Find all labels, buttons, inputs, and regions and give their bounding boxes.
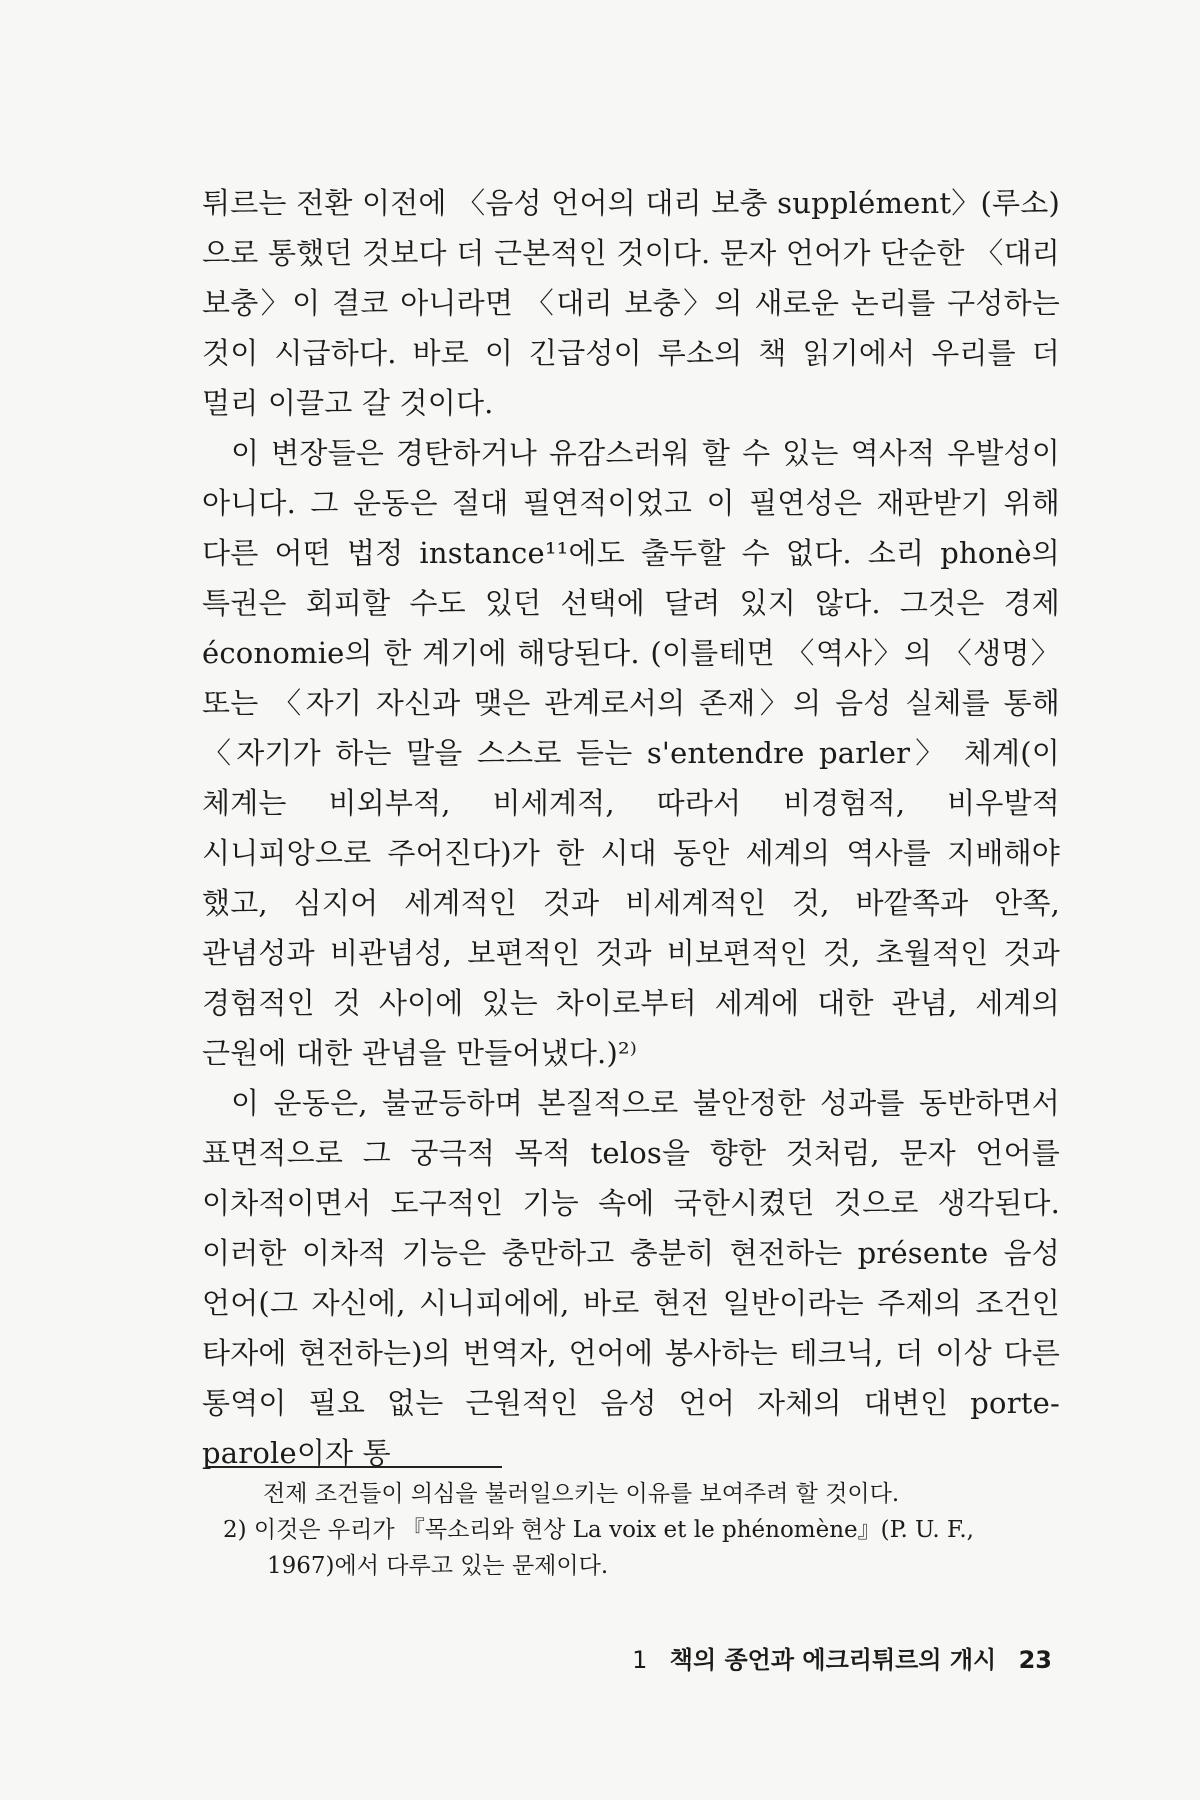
footnotes bbox=[223, 1476, 1083, 1584]
chapter-title: 책의 종언과 에크리튀르의 개시 bbox=[669, 1646, 997, 1674]
footnote-2-continued: 1967)에서 다루고 있는 문제이다. bbox=[267, 1553, 609, 1579]
footnote-continued: 전제 조건들이 의심을 불러일으키는 이유를 보여주려 할 것이다. bbox=[263, 1481, 900, 1507]
footnote-2: 2) 이것은 우리가 『목소리와 현상 La voix et le phénomène』(P. U. F., bbox=[223, 1517, 974, 1543]
paragraph: 이 운동은, 불균등하며 본질적으로 불안정한 성과를 동반하면서 표면적으로 그 궁극적 목적 telos을 향한 것처럼, 문자 언어를 이차적이면서 도구적인 기능 속에 국한시켰던 것으로 생각된다. 이러한 이차적 기능은 충만하고 충분히 현전하는 présente 음성 언어(그 자신에, 시니피에에, 바로 현전 일반이라는 주제의 조건인 타자에 현전하는)의 번역자, 언어에 봉사하는 테크닉, 더 이상 다른 통역이 필요 없는 근원적인 음성 언어 자체의 대변인 porte-parole이자 통 bbox=[202, 1086, 1060, 1470]
page-number: 23 bbox=[1018, 1646, 1052, 1674]
main-text bbox=[202, 178, 1060, 1478]
chapter-number: 1 bbox=[632, 1646, 648, 1674]
paragraph: 이 변장들은 경탄하거나 유감스러워 할 수 있는 역사적 우발성이 아니다. 그 운동은 절대 필연적이었고 이 필연성은 재판받기 위해 다른 어떤 법정 instance¹¹에도 출두할 수 없다. 소리 phonè의 특권은 회피할 수도 있던 선택에 달려 있지 않다. 그것은 경제 économie의 한 계기에 해당된다. (이를테면 〈역사〉의 〈생명〉 또는 〈자기 자신과 맺은 관계로서의 존재〉의 음성 실체를 통해 〈자기가 하는 말을 스스로 듣는 s'entendre parler〉 체계(이 체계는 비외부적, 비세계적, 따라서 비경험적, 비우발적 시니피앙으로 주어진다)가 한 시대 동안 세계의 역사를 지배해야 했고, 심지어 세계적인 것과 비세계적인 것, 바깥쪽과 안쪽, 관념성과 비관념성, 보편적인 것과 비보편적인 것, 초월적인 것과 경험적인 것 사이에 있는 차이로부터 세계에 대한 관념, 세계의 근원에 대한 관념을 만들어냈다.)²⁾ bbox=[202, 436, 1060, 1070]
footnote-separator bbox=[208, 1466, 502, 1468]
running-footer bbox=[632, 1640, 1052, 1675]
paragraph-continued: 튀르는 전환 이전에 〈음성 언어의 대리 보충 supplément〉(루소)으로 통했던 것보다 더 근본적인 것이다. 문자 언어가 단순한 〈대리 보충〉이 결코 아니라면 〈대리 보충〉의 새로운 논리를 구성하는 것이 시급하다. 바로 이 긴급성이 루소의 책 읽기에서 우리를 더 멀리 이끌고 갈 것이다. bbox=[202, 186, 1060, 420]
